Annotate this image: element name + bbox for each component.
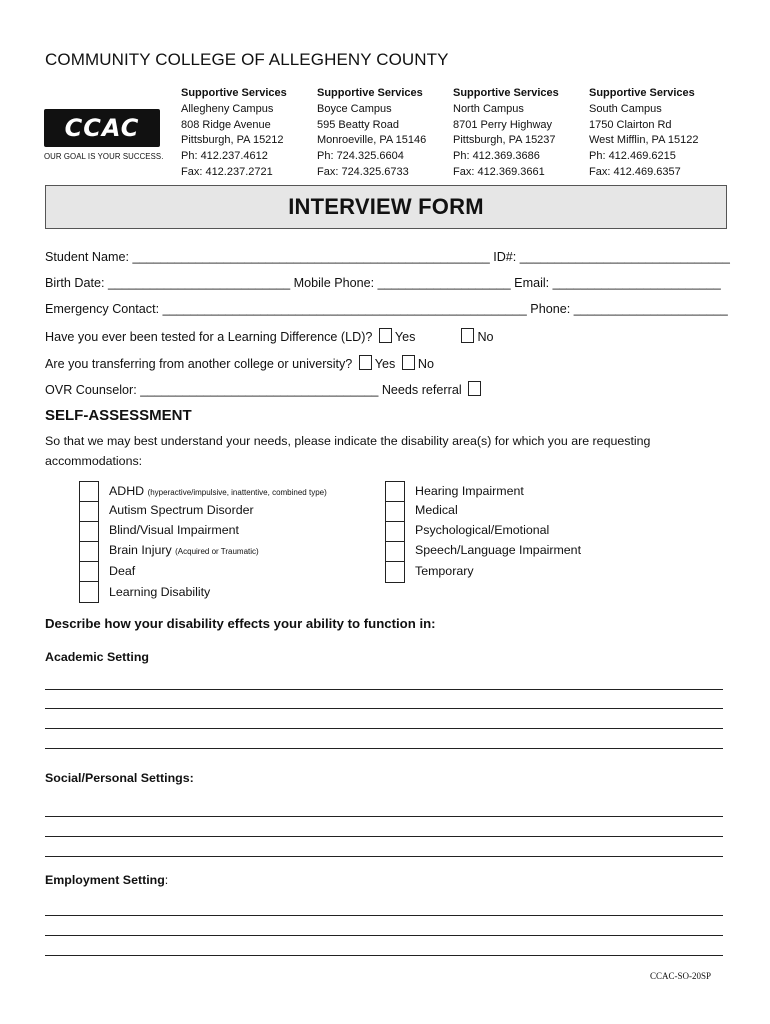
- campus-city: Monroeville, PA 15146: [317, 134, 427, 147]
- campus-allegheny: [181, 86, 287, 181]
- student-name-line[interactable]: Student Name: ___________________________________________________ ID#: ______________________________: [45, 250, 730, 264]
- social-setting-label: Social/Personal Settings:: [45, 771, 194, 785]
- campus-heading: Supportive Services: [453, 87, 559, 99]
- campus-phone: Ph: 412.369.3686: [453, 150, 540, 163]
- employment-setting-label: [45, 873, 168, 887]
- campus-fax: Fax: 412.237.2721: [181, 165, 273, 178]
- employment-answer-line[interactable]: [45, 915, 723, 916]
- academic-answer-line[interactable]: [45, 748, 723, 749]
- ccac-logo: [44, 109, 162, 161]
- self-assessment-instructions: So that we may best understand your needs, please indicate the disability area(s) for which you are requesting accommodations:: [45, 434, 651, 468]
- option-hearing: Hearing Impairment: [415, 484, 524, 498]
- employment-setting-text: Employment Setting: [45, 873, 165, 887]
- academic-answer-line[interactable]: [45, 728, 723, 729]
- ld-no-label: No: [477, 330, 494, 344]
- campus-heading: Supportive Services: [317, 87, 423, 99]
- campus-city: Pittsburgh, PA 15212: [181, 134, 284, 147]
- campus-boyce: [317, 86, 426, 181]
- ccac-logo-mark: CCAC: [44, 109, 160, 147]
- speech-language-checkbox[interactable]: [385, 541, 405, 562]
- option-autism: Autism Spectrum Disorder: [109, 503, 254, 517]
- option-brain-injury: [109, 543, 259, 557]
- birth-phone-email-line[interactable]: Birth Date: __________________________ Mobile Phone: ___________________ Email: ________________________: [45, 276, 721, 290]
- campus-phone: Ph: 412.237.4612: [181, 150, 268, 163]
- hearing-checkbox[interactable]: [385, 481, 405, 502]
- campus-name: Boyce Campus: [317, 102, 392, 115]
- ovr-counselor-row: [45, 381, 484, 397]
- social-answer-line[interactable]: [45, 836, 723, 837]
- campus-street: 8701 Perry Highway: [453, 118, 553, 131]
- option-temporary: Temporary: [415, 564, 474, 578]
- academic-answer-line[interactable]: [45, 689, 723, 690]
- temporary-checkbox[interactable]: [385, 561, 405, 583]
- logo-tagline: OUR GOAL IS YOUR SUCCESS.: [44, 152, 164, 161]
- self-assessment-heading: SELF-ASSESSMENT: [45, 407, 192, 424]
- social-answer-line[interactable]: [45, 816, 723, 817]
- learning-disability-checkbox[interactable]: [79, 581, 99, 603]
- campus-phone: Ph: 724.325.6604: [317, 150, 404, 163]
- medical-checkbox[interactable]: [385, 501, 405, 522]
- campus-fax: Fax: 724.325.6733: [317, 165, 409, 178]
- campus-city: Pittsburgh, PA 15237: [453, 134, 556, 147]
- campus-phone: Ph: 412.469.6215: [589, 150, 676, 163]
- option-label: ADHD: [109, 484, 145, 498]
- option-note: (Acquired or Traumatic): [175, 547, 259, 556]
- brain-injury-checkbox[interactable]: [79, 541, 99, 562]
- social-answer-line[interactable]: [45, 856, 723, 857]
- option-psychological: Psychological/Emotional: [415, 523, 550, 537]
- ld-question-row: [45, 328, 494, 344]
- employment-answer-line[interactable]: [45, 955, 723, 956]
- deaf-checkbox[interactable]: [79, 561, 99, 582]
- employment-answer-line[interactable]: [45, 935, 723, 936]
- option-note: (hyperactive/impulsive, inattentive, combined type): [147, 488, 327, 497]
- option-label: Brain Injury: [109, 543, 172, 557]
- campus-street: 808 Ridge Avenue: [181, 118, 271, 131]
- campus-name: North Campus: [453, 102, 524, 115]
- blind-visual-checkbox[interactable]: [79, 521, 99, 542]
- ld-no-checkbox[interactable]: [461, 328, 474, 343]
- ovr-counselor-field[interactable]: OVR Counselor: __________________________________ Needs referral: [45, 383, 462, 397]
- campus-name: Allegheny Campus: [181, 102, 274, 115]
- college-title: COMMUNITY COLLEGE OF ALLEGHENY COUNTY: [45, 50, 449, 69]
- option-medical: Medical: [415, 503, 458, 517]
- emergency-contact-line[interactable]: Emergency Contact: ____________________________________________________ Phone: ______________________: [45, 302, 728, 316]
- ld-yes-checkbox[interactable]: [379, 328, 392, 343]
- form-title: INTERVIEW FORM: [288, 194, 484, 219]
- adhd-checkbox[interactable]: [79, 481, 99, 502]
- campus-street: 595 Beatty Road: [317, 118, 399, 131]
- campus-street: 1750 Clairton Rd: [589, 118, 672, 131]
- academic-setting-label: Academic Setting: [45, 650, 149, 664]
- option-learning-disability: Learning Disability: [109, 585, 211, 599]
- transfer-question-row: [45, 355, 434, 371]
- campus-fax: Fax: 412.469.6357: [589, 165, 681, 178]
- psychological-checkbox[interactable]: [385, 521, 405, 542]
- campus-heading: Supportive Services: [181, 87, 287, 99]
- option-speech-language: Speech/Language Impairment: [415, 543, 582, 557]
- campus-city: West Mifflin, PA 15122: [589, 134, 699, 147]
- campus-fax: Fax: 412.369.3661: [453, 165, 545, 178]
- ld-yes-label: Yes: [394, 330, 416, 344]
- transfer-no-label: No: [417, 357, 434, 371]
- describe-question: Describe how your disability effects your ability to function in:: [45, 616, 436, 631]
- academic-answer-line[interactable]: [45, 708, 723, 709]
- transfer-question: Are you transferring from another college or university?: [45, 357, 353, 371]
- employment-colon: :: [164, 873, 169, 887]
- campus-south: [589, 86, 698, 181]
- form-code: CCAC-SO-20SP: [650, 971, 712, 981]
- campus-north: [453, 86, 559, 181]
- option-blind-visual: Blind/Visual Impairment: [109, 523, 239, 537]
- transfer-yes-label: Yes: [374, 357, 396, 371]
- option-adhd: [109, 484, 327, 498]
- transfer-no-checkbox[interactable]: [402, 355, 415, 370]
- campus-name: South Campus: [589, 102, 662, 115]
- option-deaf: Deaf: [109, 564, 136, 578]
- form-title-banner: [45, 185, 727, 229]
- needs-referral-checkbox[interactable]: [468, 381, 481, 396]
- ld-question: Have you ever been tested for a Learning Difference (LD)?: [45, 330, 373, 344]
- autism-checkbox[interactable]: [79, 501, 99, 522]
- campus-heading: Supportive Services: [589, 87, 695, 99]
- transfer-yes-checkbox[interactable]: [359, 355, 372, 370]
